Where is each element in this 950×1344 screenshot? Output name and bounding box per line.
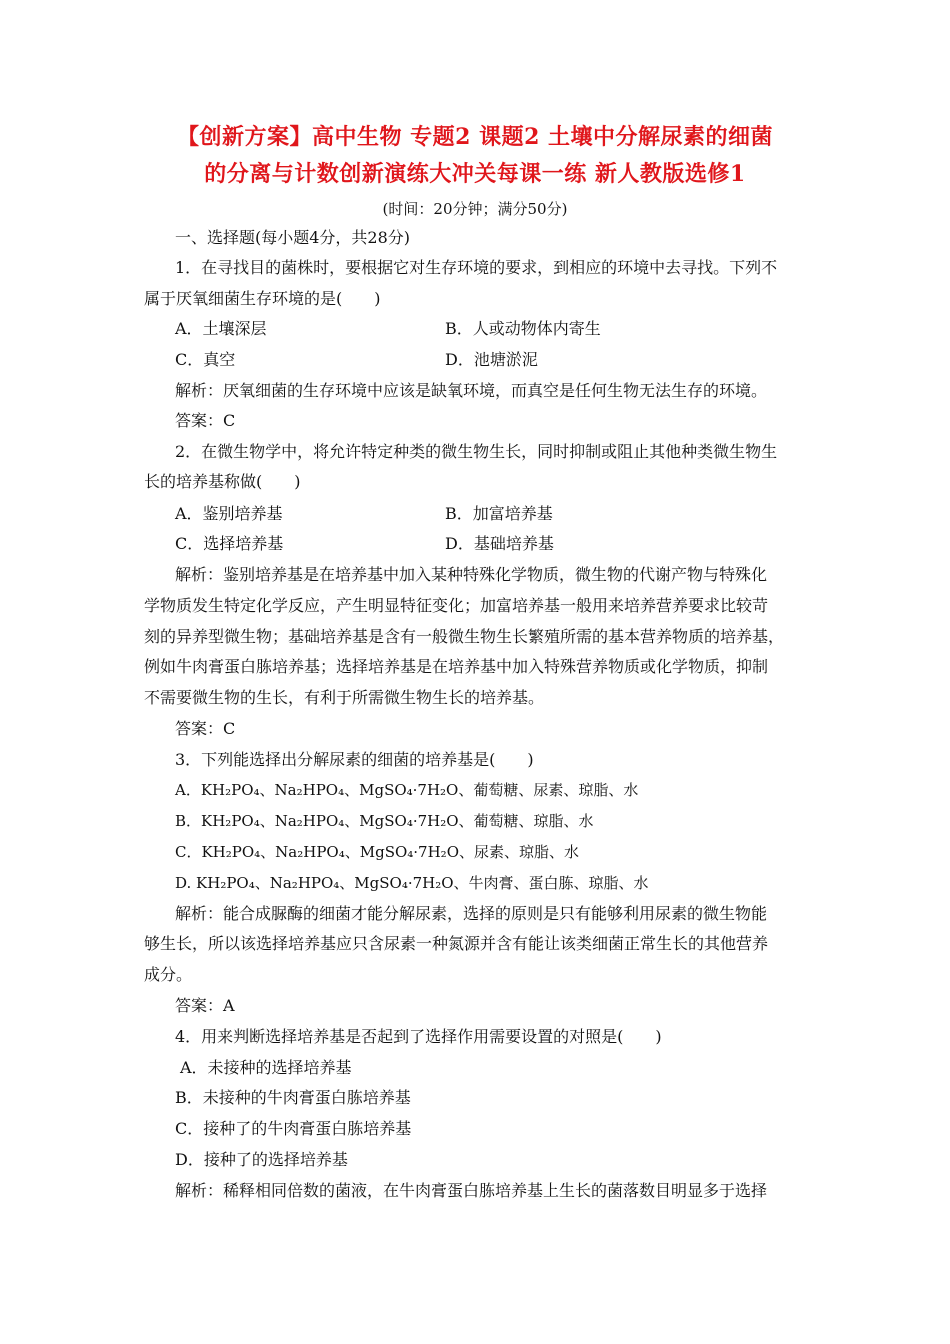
q2-option-d: D．基础培养基: [445, 534, 554, 553]
q3-analysis-line-2: 够生长，所以该选择培养基应只含尿素一种氮源并含有能让该类细菌正常生长的其他营养: [144, 934, 769, 953]
q3-analysis-line-3: 成分。: [144, 965, 193, 984]
q2-stem-line-1: 2．在微生物学中，将允许特定种类的微生物生长，同时抑制或阻止其他种类微生物生: [175, 442, 778, 461]
q3-analysis-line-1: 解析：能合成脲酶的细菌才能分解尿素，选择的原则是只有能够利用尿素的微生物能: [175, 904, 768, 923]
q3-option-a: A．KH₂PO₄、Na₂HPO₄、MgSO₄·7H₂O、葡萄糖、尿素、琼脂、水: [175, 781, 639, 799]
q4-stem: 4．用来判断选择培养基是否起到了选择作用需要设置的对照是( ): [175, 1027, 662, 1046]
q2-option-b: B．加富培养基: [445, 504, 553, 523]
q1-option-b: B．人或动物体内寄生: [445, 319, 601, 338]
q4-option-d: D．接种了的选择培养基: [175, 1150, 348, 1169]
q1-stem-line-2: 属于厌氧细菌生存环境的是( ): [144, 289, 381, 308]
q1-analysis: 解析：厌氧细菌的生存环境中应该是缺氧环境，而真空是任何生物无法生存的环境。: [175, 381, 768, 400]
q3-answer: 答案：A: [175, 996, 235, 1015]
q2-option-c: C．选择培养基: [175, 534, 284, 553]
q1-option-c: C．真空: [175, 350, 236, 369]
q1-option-a: A．土壤深层: [175, 319, 267, 338]
q4-option-c: C．接种了的牛肉膏蛋白胨培养基: [175, 1119, 412, 1138]
q2-analysis-line-1: 解析：鉴别培养基是在培养基中加入某种特殊化学物质，微生物的代谢产物与特殊化: [175, 565, 768, 584]
section-heading: 一、选择题(每小题4分，共28分): [175, 228, 411, 247]
document-title-line-1: 【创新方案】高中生物 专题2 课题2 土壤中分解尿素的细菌: [176, 124, 774, 150]
q2-analysis-line-4: 例如牛肉膏蛋白胨培养基；选择培养基是在培养基中加入特殊营养物质或化学物质，抑制: [144, 657, 769, 676]
q2-answer: 答案：C: [175, 719, 236, 738]
q4-analysis-line-1: 解析：稀释相同倍数的菌液，在牛肉膏蛋白胨培养基上生长的菌落数目明显多于选择: [175, 1181, 768, 1200]
q1-stem-line-1: 1．在寻找目的菌株时，要根据它对生存环境的要求，到相应的环境中去寻找。下列不: [175, 258, 778, 277]
q2-analysis-line-2: 学物质发生特定化学反应，产生明显特征变化；加富培养基一般用来培养营养要求比较苛: [144, 596, 769, 615]
q3-stem: 3．下列能选择出分解尿素的细菌的培养基是( ): [175, 750, 534, 769]
q3-option-b: B．KH₂PO₄、Na₂HPO₄、MgSO₄·7H₂O、葡萄糖、琼脂、水: [175, 812, 594, 830]
q1-answer: 答案：C: [175, 411, 236, 430]
q2-stem-line-2: 长的培养基称做( ): [144, 472, 301, 491]
q3-option-d: D. KH₂PO₄、Na₂HPO₄、MgSO₄·7H₂O、牛肉膏、蛋白胨、琼脂、水: [175, 874, 649, 892]
q2-option-a: A．鉴别培养基: [175, 504, 283, 523]
q4-option-a: A．未接种的选择培养基: [180, 1058, 352, 1077]
q3-option-c: C．KH₂PO₄、Na₂HPO₄、MgSO₄·7H₂O、尿素、琼脂、水: [175, 843, 579, 861]
document-title-line-2: 的分离与计数创新演练大冲关每课一练 新人教版选修1: [204, 161, 746, 187]
q4-option-b: B．未接种的牛肉膏蛋白胨培养基: [175, 1088, 411, 1107]
q1-option-d: D．池塘淤泥: [445, 350, 538, 369]
q2-analysis-line-5: 不需要微生物的生长，有利于所需微生物生长的培养基。: [144, 688, 545, 707]
time-and-score: (时间：20分钟；满分50分): [382, 200, 568, 218]
q2-analysis-line-3: 刻的异养型微生物；基础培养基是含有一般微生物生长繁殖所需的基本营养物质的培养基，: [144, 627, 785, 646]
